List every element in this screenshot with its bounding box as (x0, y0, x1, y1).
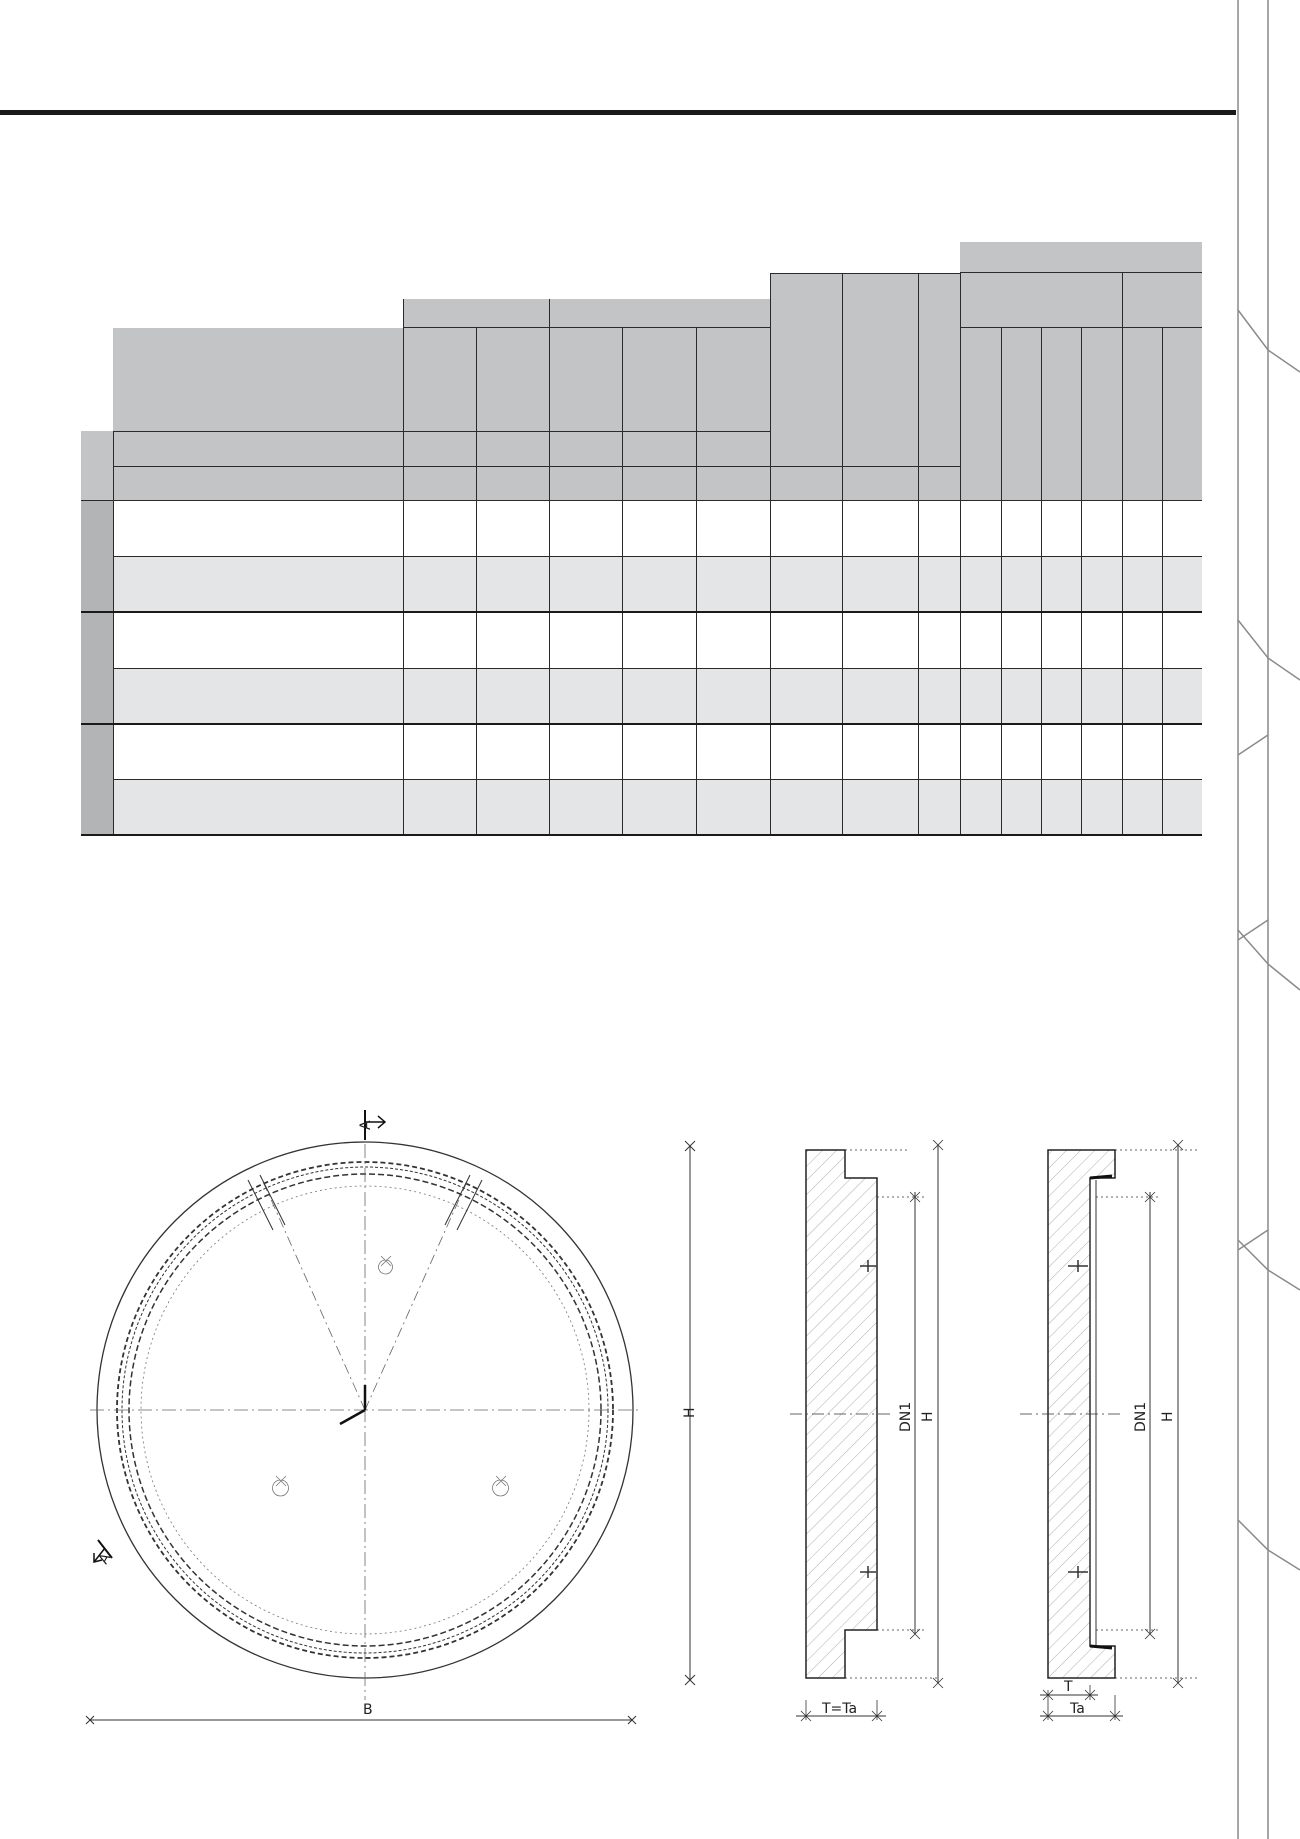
table-divider (696, 328, 697, 835)
table-header-corner (81, 431, 113, 466)
side-tabs (1236, 0, 1300, 1839)
tab-6[interactable] (1268, 1580, 1298, 1839)
table-divider (81, 834, 1202, 836)
table-header-row-2 (81, 466, 960, 500)
table-divider (81, 500, 1202, 501)
table-row (113, 779, 1202, 835)
table-divider (960, 327, 1202, 328)
table-group-cell (81, 724, 113, 835)
plan-view-drawing (80, 1100, 720, 1740)
width-label: B (363, 1702, 373, 1718)
section2-ta-label: Ta (1070, 1701, 1085, 1717)
table-divider (960, 272, 1202, 273)
table-divider (403, 299, 404, 835)
table-divider (770, 273, 771, 835)
section1-height-label: H (920, 1411, 936, 1422)
table-divider (918, 273, 919, 835)
tab-1[interactable] (1238, 0, 1268, 310)
section2-dn1-label: DN1 (1133, 1401, 1149, 1432)
table-divider (113, 431, 770, 432)
plan-height-dimension (670, 1140, 710, 1700)
section2-t-label: T (1064, 1679, 1073, 1695)
table-row (113, 556, 1202, 612)
table-divider (113, 779, 1202, 780)
table-divider (1081, 328, 1082, 835)
table-divider (1122, 273, 1123, 835)
table-divider (770, 273, 960, 274)
table-row (113, 500, 1202, 556)
tab-2[interactable] (1238, 320, 1268, 620)
tab-4[interactable] (1238, 940, 1268, 1240)
table-divider (81, 611, 1202, 613)
section2-height-label: H (1160, 1411, 1176, 1422)
table-group-cell (81, 500, 113, 612)
section-view-1 (790, 1140, 960, 1740)
table-row (113, 612, 1202, 668)
section-marker-left: A (95, 1550, 115, 1567)
table-row (113, 668, 1202, 724)
section1-dn1-label: DN1 (898, 1401, 914, 1432)
table-divider (549, 299, 550, 835)
table-header-row-1 (113, 431, 960, 466)
section-marker-top: A (358, 1120, 374, 1130)
table-divider (842, 273, 843, 835)
tab-5[interactable] (1238, 1250, 1268, 1520)
table-divider (476, 328, 477, 835)
tab-3[interactable] (1238, 630, 1268, 930)
plan-height-label: H (682, 1407, 698, 1418)
table-divider (1041, 328, 1042, 835)
table-row (113, 724, 1202, 779)
top-rule (0, 110, 1236, 115)
table-divider (1162, 328, 1163, 835)
section1-thickness-label: T=Ta (822, 1701, 858, 1717)
table-divider (113, 556, 1202, 557)
table-divider (622, 328, 623, 835)
table-divider (1001, 328, 1002, 835)
table-divider (113, 431, 114, 835)
table-divider (113, 466, 960, 467)
table-divider (960, 273, 961, 835)
table-group-cell (81, 612, 113, 724)
table-divider (403, 327, 770, 328)
table-divider (81, 723, 1202, 725)
section-view-2 (1020, 1140, 1200, 1740)
table-divider (113, 668, 1202, 669)
